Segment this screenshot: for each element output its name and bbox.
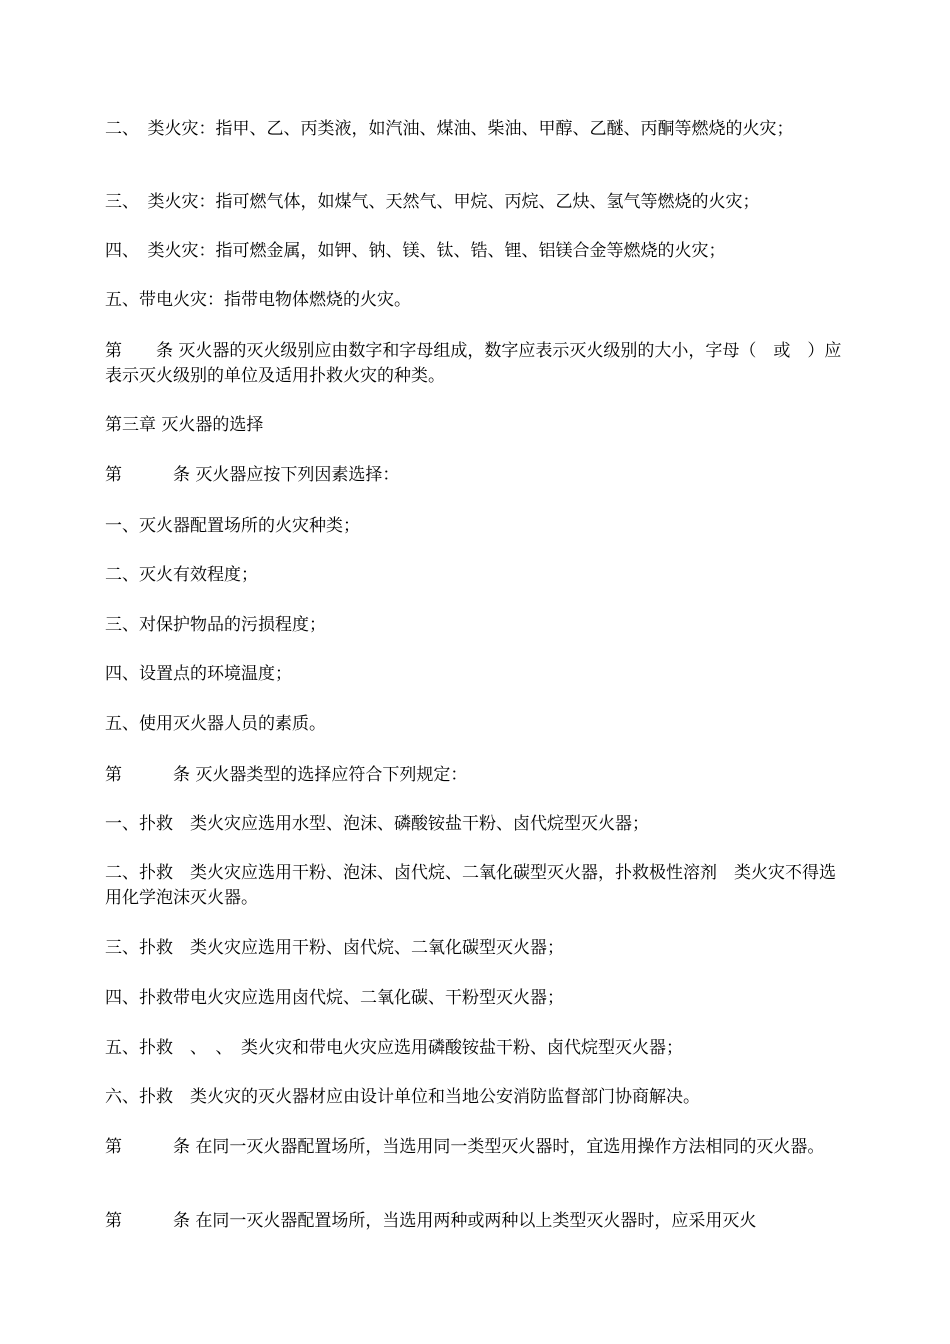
list-item: 二、扑救 类火灾应选用干粉、泡沫、卤代烷、二氧化碳型灭火器，扑救极性溶剂 类火灾不得选用化学泡沫灭火器。 <box>105 863 836 908</box>
paragraph-multiple-types-article: 第 条 在同一灭火器配置场所，当选用两种或两种以上类型灭火器时，应采用灭火 <box>105 1211 757 1231</box>
list-item: 四、设置点的环境温度； <box>105 664 292 684</box>
paragraph-electrical-fire: 五、带电火灾：指带电物体燃烧的火灾。 <box>105 290 411 310</box>
paragraph-fire-class-b: 二、 类火灾：指甲、乙、丙类液，如汽油、煤油、柴油、甲醇、乙醚、丙酮等燃烧的火灾； <box>105 119 794 139</box>
paragraph-fire-class-d: 四、 类火灾：指可燃金属，如钾、钠、镁、钛、锆、锂、铝镁合金等燃烧的火灾； <box>105 241 726 261</box>
paragraph-selection-factors-article: 第 条 灭火器应按下列因素选择： <box>105 465 400 485</box>
list-item: 三、扑救 类火灾应选用干粉、卤代烷、二氧化碳型灭火器； <box>105 938 564 958</box>
chapter-heading: 第三章 灭火器的选择 <box>105 415 264 435</box>
paragraph-type-rules-article: 第 条 灭火器类型的选择应符合下列规定： <box>105 765 468 785</box>
list-item: 五、使用灭火器人员的素质。 <box>105 714 326 734</box>
paragraph-fire-class-c: 三、 类火灾：指可燃气体，如煤气、天然气、甲烷、丙烷、乙炔、氢气等燃烧的火灾； <box>105 192 760 212</box>
list-item: 三、对保护物品的污损程度； <box>105 615 326 635</box>
list-item: 一、灭火器配置场所的火灾种类； <box>105 516 360 536</box>
paragraph-same-type-article: 第 条 在同一灭火器配置场所，当选用同一类型灭火器时，宜选用操作方法相同的灭火器。 <box>105 1137 825 1157</box>
list-item: 五、扑救 、 、 类火灾和带电火灾应选用磷酸铵盐干粉、卤代烷型灭火器； <box>105 1038 683 1058</box>
list-item: 六、扑救 类火灾的灭火器材应由设计单位和当地公安消防监督部门协商解决。 <box>105 1087 700 1107</box>
list-item: 四、扑救带电火灾应选用卤代烷、二氧化碳、干粉型灭火器； <box>105 988 564 1008</box>
list-item: 一、扑救 类火灾应选用水型、泡沫、磷酸铵盐干粉、卤代烷型灭火器； <box>105 814 649 834</box>
list-item: 二、灭火有效程度； <box>105 565 258 585</box>
paragraph-rating-article: 第 条 灭火器的灭火级别应由数字和字母组成，数字应表示灭火级别的大小，字母（ 或 ）应表示灭火级别的单位及适用扑救火灾的种类。 <box>105 341 842 386</box>
